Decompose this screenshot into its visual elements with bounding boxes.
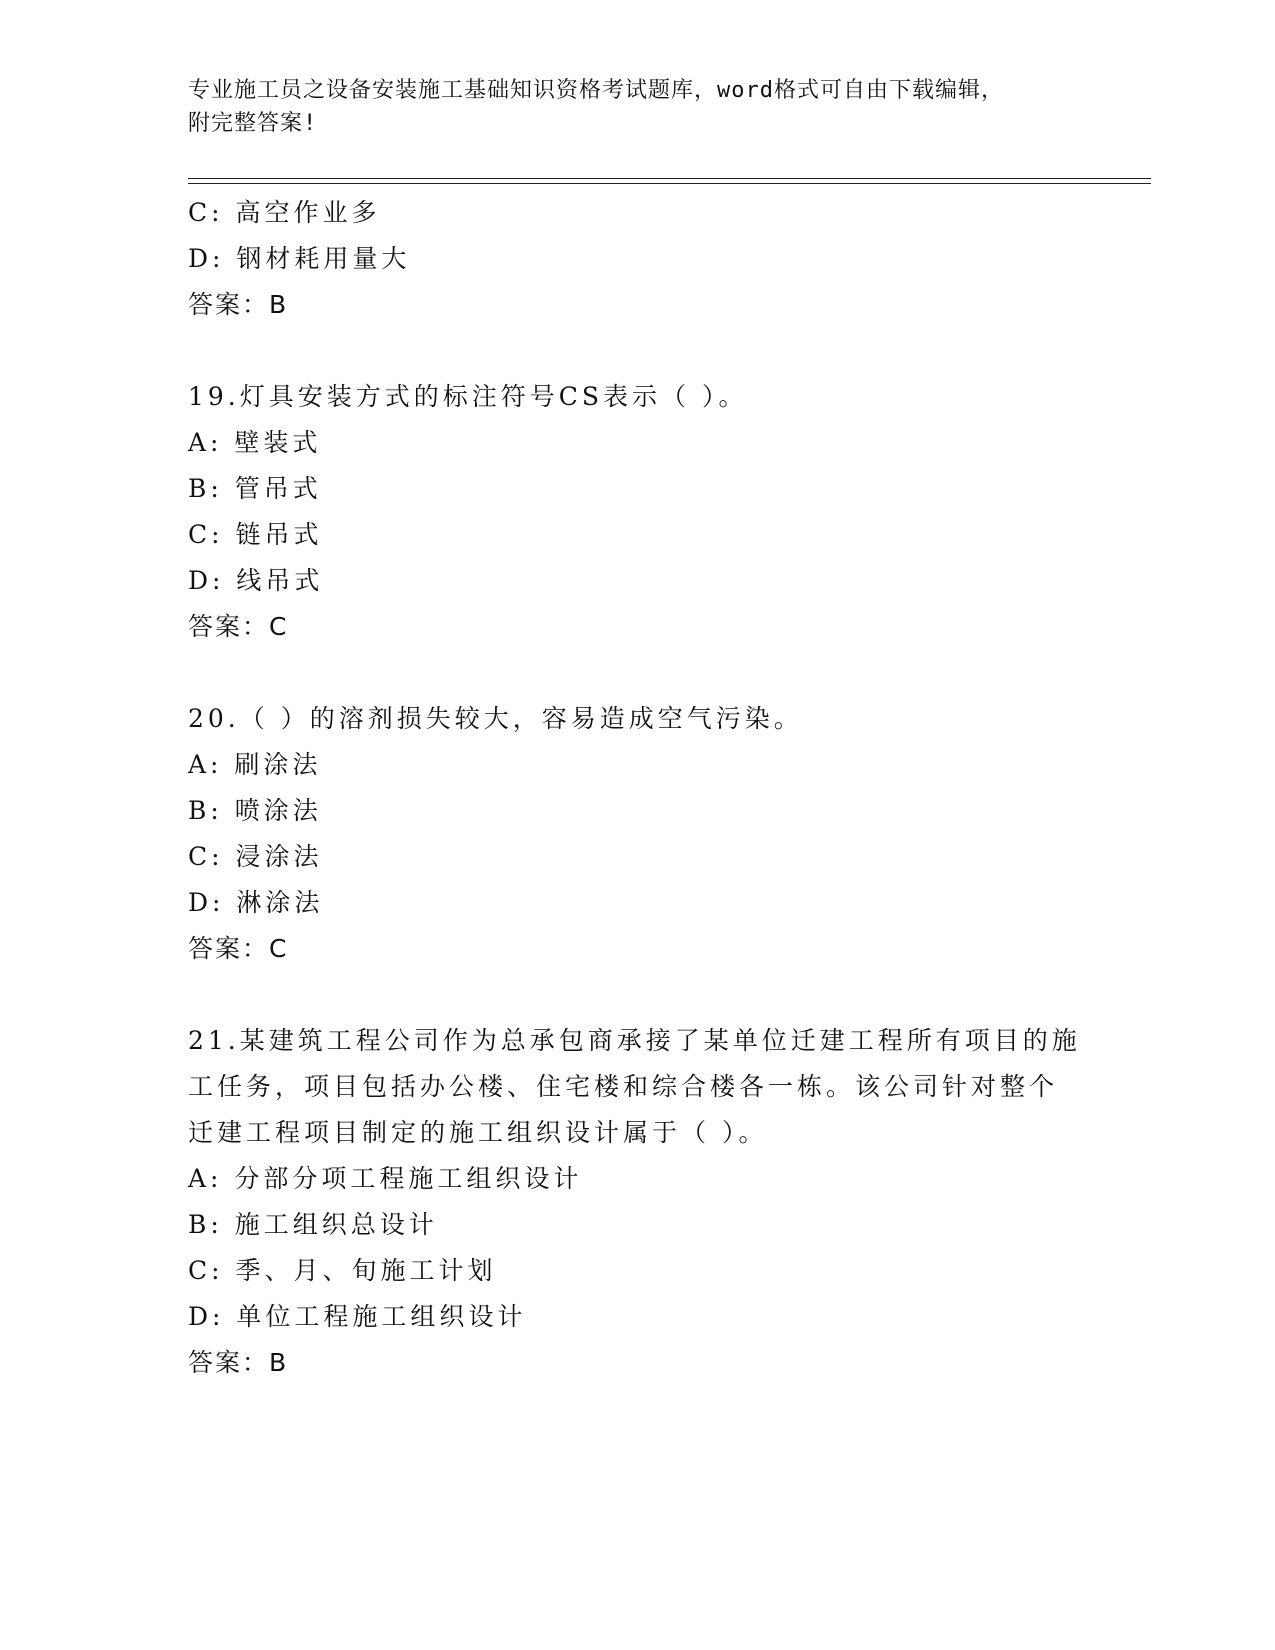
question-19: [188, 374, 1088, 650]
question-21: [188, 1018, 1088, 1386]
option-a: A: 刷涂法: [188, 750, 322, 779]
header-divider-top: [188, 178, 1151, 179]
option-d: D: 钢材耗用量大: [188, 244, 411, 273]
header-divider-bottom: [188, 183, 1151, 184]
header-line-1: 专业施工员之设备安装施工基础知识资格考试题库，word格式可自由下载编辑，: [188, 78, 1004, 103]
document-header: [188, 74, 1068, 140]
question-stem: 20.（ ）的溶剂损失较大，容易造成空气污染。: [188, 704, 803, 733]
header-line-2: 附完整答案!: [188, 111, 318, 136]
answer-line: 答案：C: [188, 934, 289, 963]
option-c: C: 链吊式: [188, 520, 323, 549]
option-b: B: 管吊式: [188, 474, 322, 503]
answer-line: 答案：B: [188, 1348, 289, 1377]
question-stem-line-2: 工任务，项目包括办公楼、住宅楼和综合楼各一栋。该公司针对整个: [188, 1072, 1059, 1101]
question-stem: 19.灯具安装方式的标注符号CS表示（ ）。: [188, 382, 748, 411]
question-list: [188, 190, 1088, 1386]
option-a: A: 壁装式: [188, 428, 322, 457]
option-b: B: 喷涂法: [188, 796, 322, 825]
question-18-continuation: [188, 190, 1088, 328]
answer-line: 答案：C: [188, 612, 289, 641]
question-stem-line-3: 迁建工程项目制定的施工组织设计属于（ ）。: [188, 1118, 768, 1147]
option-b: B: 施工组织总设计: [188, 1210, 438, 1239]
answer-line: 答案：B: [188, 290, 289, 319]
option-a: A: 分部分项工程施工组织设计: [188, 1164, 583, 1193]
option-d: D: 淋涂法: [188, 888, 324, 917]
question-stem-line-1: 21.某建筑工程公司作为总承包商承接了某单位迁建工程所有项目的施: [188, 1026, 1081, 1055]
option-c: C: 季、月、旬施工计划: [188, 1256, 497, 1285]
option-c: C: 浸涂法: [188, 842, 323, 871]
option-d: D: 线吊式: [188, 566, 324, 595]
option-c: C: 高空作业多: [188, 198, 381, 227]
question-20: [188, 696, 1088, 972]
option-d: D: 单位工程施工组织设计: [188, 1302, 527, 1331]
